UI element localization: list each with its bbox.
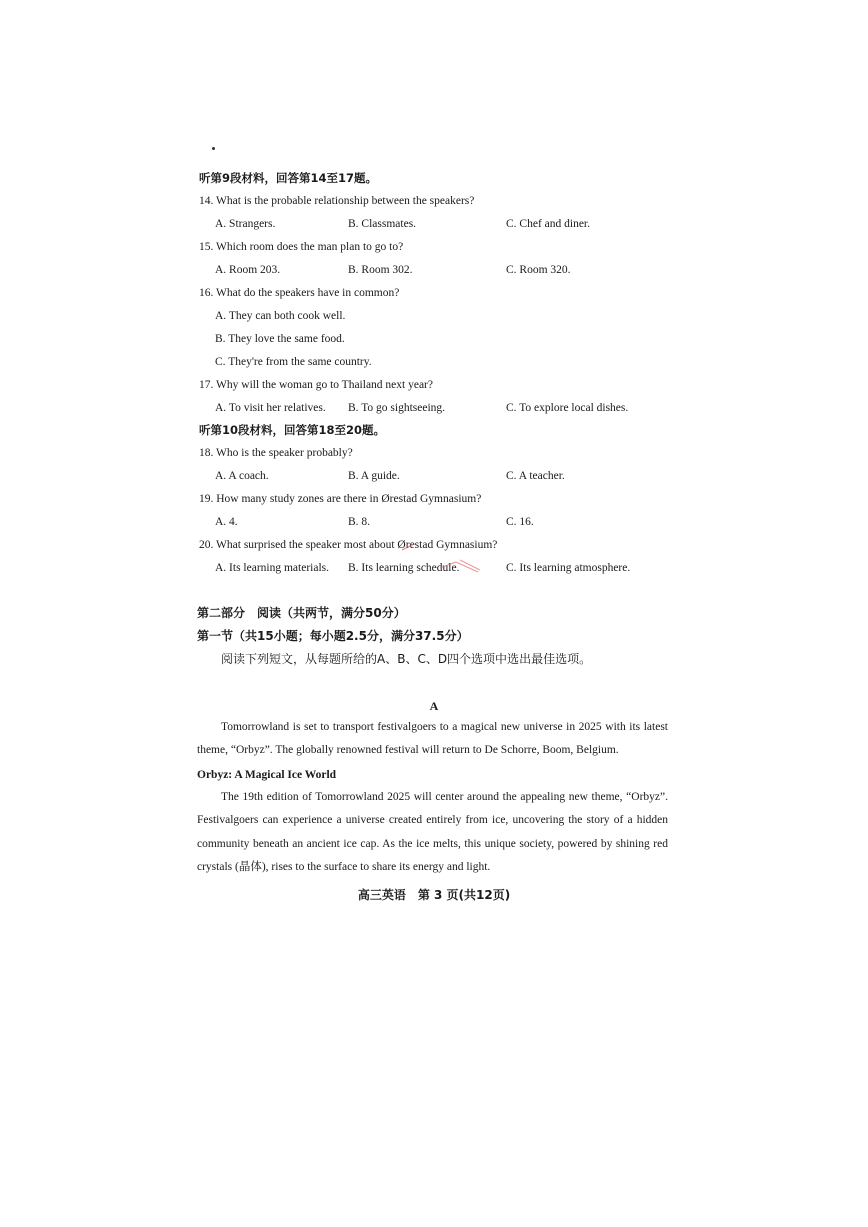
passage-subheading: Orbyz: A Magical Ice World [197, 769, 337, 781]
q17-option-b: B. To go sightseeing. [348, 402, 446, 414]
q16-option-c: C. They're from the same country. [215, 356, 372, 368]
question-19: 19. How many study zones are there in Ørestad Gymnasium? [199, 493, 482, 505]
q17-option-c: C. To explore local dishes. [506, 402, 629, 414]
q14-option-b: B. Classmates. [348, 218, 417, 230]
q15-option-a: A. Room 203. [215, 264, 281, 276]
passage-label: A [429, 699, 439, 713]
q14-option-a: A. Strangers. [215, 218, 276, 230]
pen-mark [400, 538, 490, 574]
q20-option-a: A. Its learning materials. [215, 562, 330, 574]
q16-option-b: B. They love the same food. [215, 333, 345, 345]
question-18: 18. Who is the speaker probably? [199, 447, 353, 459]
part2-title: 第二部分 阅读（共两节，满分50分） [197, 606, 406, 620]
question-14: 14. What is the probable relationship between the speakers? [199, 195, 475, 207]
q15-option-c: C. Room 320. [506, 264, 571, 276]
q19-option-c: C. 16. [506, 516, 534, 528]
q14-option-c: C. Chef and diner. [506, 218, 590, 230]
q16-option-a: A. They can both cook well. [215, 310, 346, 322]
section-intro-9: 听第9段材料，回答第14至17题。 [199, 171, 378, 185]
question-15: 15. Which room does the man plan to go to? [199, 241, 404, 253]
passage-paragraph-1: Tomorrowland is set to transport festivalgoers to a magical new universe in 2025 with its latest theme, “Orbyz”. The globally renowned festival will return to De Schorre, Boom, Belgium. [197, 721, 668, 757]
passage-paragraph-2: The 19th edition of Tomorrowland 2025 will center around the appealing new theme, “Orbyz”. Festivalgoers can experience a universe created entirely from ice, uncovering the story of a hidden community beneath an ancient ice cap. As the ice melts, this unique society, powered by shining red crystals (晶体), rises to the surface to share its energy and light. [197, 791, 668, 874]
q18-option-c: C. A teacher. [506, 470, 565, 482]
q15-option-b: B. Room 302. [348, 264, 413, 276]
scan-speck [212, 147, 215, 150]
q19-option-a: A. 4. [215, 516, 238, 528]
reading-instructions: 阅读下列短文，从每题所给的A、B、C、D四个选项中选出最佳选项。 [221, 652, 592, 666]
section-intro-10: 听第10段材料，回答第18至20题。 [199, 423, 386, 437]
q18-option-a: A. A coach. [215, 470, 269, 482]
q19-option-b: B. 8. [348, 516, 371, 528]
question-20: 20. What surprised the speaker most about Ørestad Gymnasium? [199, 539, 498, 551]
q18-option-b: B. A guide. [348, 470, 400, 482]
question-17: 17. Why will the woman go to Thailand next year? [199, 379, 433, 391]
section1-title: 第一节（共15小题；每小题2.5分，满分37.5分） [197, 629, 469, 643]
q17-option-a: A. To visit her relatives. [215, 402, 326, 414]
q20-option-c: C. Its learning atmosphere. [506, 562, 631, 574]
page-footer: 高三英语 第 3 页(共12页) [357, 888, 511, 902]
q20-option-b: B. Its learning schedule. [348, 562, 460, 574]
question-16: 16. What do the speakers have in common? [199, 287, 400, 299]
